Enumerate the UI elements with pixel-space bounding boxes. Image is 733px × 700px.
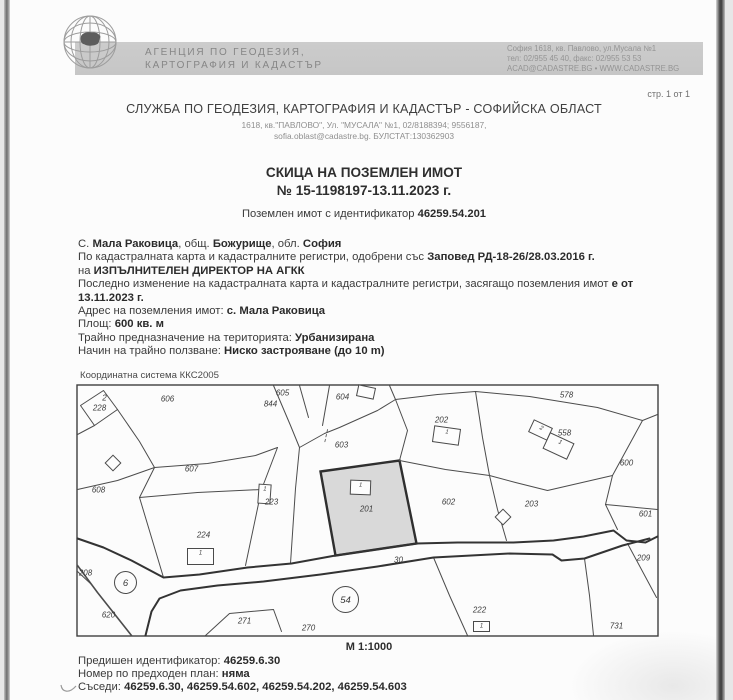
- document-page: [10, 0, 718, 700]
- agency-globe-logo-icon: [61, 13, 119, 71]
- parcel-label-271: 271: [237, 616, 252, 626]
- parcel-label-224: 224: [196, 530, 211, 540]
- parcel-label-605: 605: [275, 388, 290, 398]
- parcel-identifier-line: [10, 208, 718, 220]
- map-content: [78, 385, 658, 636]
- svg-text:1: 1: [198, 550, 203, 557]
- circled-region-numbers: [115, 572, 359, 613]
- parcel-label-606: 606: [160, 394, 175, 404]
- detail-line: 13.11.2023 г.: [78, 291, 144, 304]
- building: [350, 480, 370, 495]
- parcel-label-203: 203: [524, 499, 539, 509]
- parcel-label-844: 844: [263, 399, 278, 409]
- detail-line: Начин на трайно ползване: Ниско застрояване (до 10 m): [78, 345, 385, 358]
- building: [105, 455, 121, 471]
- parcel-label-201: 201: [359, 504, 374, 514]
- detail-line: По кадастралната карта и кадастралните регистри, одобрени със Заповед РД-18-26/28.03.2016 г.: [78, 251, 595, 264]
- office-contact-line: sofia.oblast@cadastre.bg. БУЛСТАТ:130362903: [273, 130, 455, 141]
- coordinate-system-label: Координатна система ККС2005: [80, 370, 219, 381]
- scan-smudge: [568, 630, 718, 700]
- office-title: СЛУЖБА ПО ГЕОДЕЗИЯ, КАРТОГРАФИЯ И КАДАСТЪР - СОФИЙСКА ОБЛАСТ: [126, 102, 602, 116]
- parcel-label-2: 2: [102, 393, 107, 403]
- building: [433, 426, 461, 445]
- map-scale: М 1:1000: [345, 641, 393, 653]
- parcel-label-604: 604: [335, 392, 350, 402]
- cadastral-map-svg: [76, 384, 660, 638]
- building: [495, 509, 511, 525]
- agency-name: [145, 46, 323, 72]
- office-address-line: 1618, кв."ПАВЛОВО", Ул. "МУСАЛА" №1, 02/8188394; 9556187,: [241, 120, 487, 130]
- parcel-label-222: 222: [472, 605, 487, 615]
- identifier-value: 46259.54.201: [417, 208, 487, 220]
- svg-text:1: 1: [358, 482, 363, 489]
- parcel-label-602: 602: [441, 497, 456, 507]
- detail-line: Адрес на поземления имот: с. Мала Раковица: [78, 305, 326, 318]
- building: [188, 549, 214, 565]
- parcel-label-607: 607: [184, 464, 199, 474]
- header-contact: [507, 44, 679, 73]
- building: [474, 622, 490, 632]
- parcel-label-600: 600: [619, 458, 634, 468]
- header-contact-line3: ACAD@CADASTRE.BG • WWW.CADASTRE.BG: [507, 63, 680, 73]
- svg-text:1: 1: [444, 429, 449, 436]
- office-address: [10, 120, 718, 141]
- parcel-label-731: 731: [609, 621, 624, 631]
- cadastral-map: [76, 384, 660, 638]
- svg-text:1: 1: [557, 439, 563, 447]
- detail-line: на ИЗПЪЛНИТЕЛЕН ДИРЕКТОР НА АГКК: [78, 264, 305, 277]
- parcel-label-30: 30: [394, 555, 403, 565]
- parcel-label-558: 558: [557, 428, 572, 438]
- building: [357, 385, 376, 399]
- detail-line: Трайно предназначение на територията: Урбанизирана: [78, 331, 375, 344]
- parcel-label-603: 603: [334, 440, 349, 450]
- parcel-label-208: 208: [78, 568, 93, 578]
- circled-number-6: [115, 572, 137, 594]
- detail-line: С. Мала Раковица, общ. Божурище, обл. София: [78, 238, 342, 250]
- parcel-label-202: 202: [434, 415, 449, 425]
- agency-name-line1: АГЕНЦИЯ ПО ГЕОДЕЗИЯ,: [145, 47, 306, 58]
- parcel-label-578: 578: [559, 390, 574, 400]
- parcel-label-228: 228: [92, 403, 107, 413]
- header-contact-line1: София 1618, кв. Павлово, ул.Мусала №1: [507, 44, 657, 53]
- detail-line: Площ: 600 кв. м: [78, 318, 164, 331]
- document-number: № 15-1198197-13.11.2023 г.: [276, 183, 452, 198]
- parcel-label-620: 620: [101, 610, 116, 620]
- page-number: стр. 1 от 1: [647, 89, 690, 99]
- parcel-label-270: 270: [301, 623, 316, 633]
- circled-number-54: [333, 587, 359, 613]
- parcel-label-209: 209: [636, 553, 651, 563]
- parcel-label-608: 608: [91, 485, 106, 495]
- document-title-text: СКИЦА НА ПОЗЕМЛЕН ИМОТ: [265, 165, 463, 180]
- agency-name-line2: КАРТОГРАФИЯ И КАДАСТЪР: [145, 60, 323, 71]
- scan-artifact-squiggle: [60, 681, 78, 695]
- footer-line: Номер по предходен план: няма: [78, 668, 250, 681]
- document-title: [10, 164, 718, 200]
- footer-line: Съседи: 46259.6.30, 46259.54.602, 46259.54.202, 46259.54.603: [78, 681, 407, 694]
- parcel-label-223: 223: [264, 497, 279, 507]
- svg-text:1: 1: [479, 623, 484, 630]
- svg-text:1: 1: [262, 486, 267, 493]
- footer-line: Предишен идентификатор: 46259.6.30: [78, 655, 281, 667]
- property-details: [78, 238, 678, 359]
- detail-line: Последно изменение на кадастралната карта и кадастралните регистри, засягащо поземления имот е от: [78, 278, 634, 291]
- identifier-label: Поземлен имот с идентификатор: [241, 208, 418, 220]
- parcel-label-601: 601: [638, 509, 653, 519]
- bulgaria-map-silhouette: [81, 32, 101, 46]
- svg-text:2: 2: [538, 425, 544, 433]
- svg-text:54: 54: [340, 595, 351, 606]
- header-contact-line2: тел: 02/955 45 40, факс: 02/955 53 53: [507, 53, 642, 63]
- svg-text:6: 6: [122, 578, 129, 589]
